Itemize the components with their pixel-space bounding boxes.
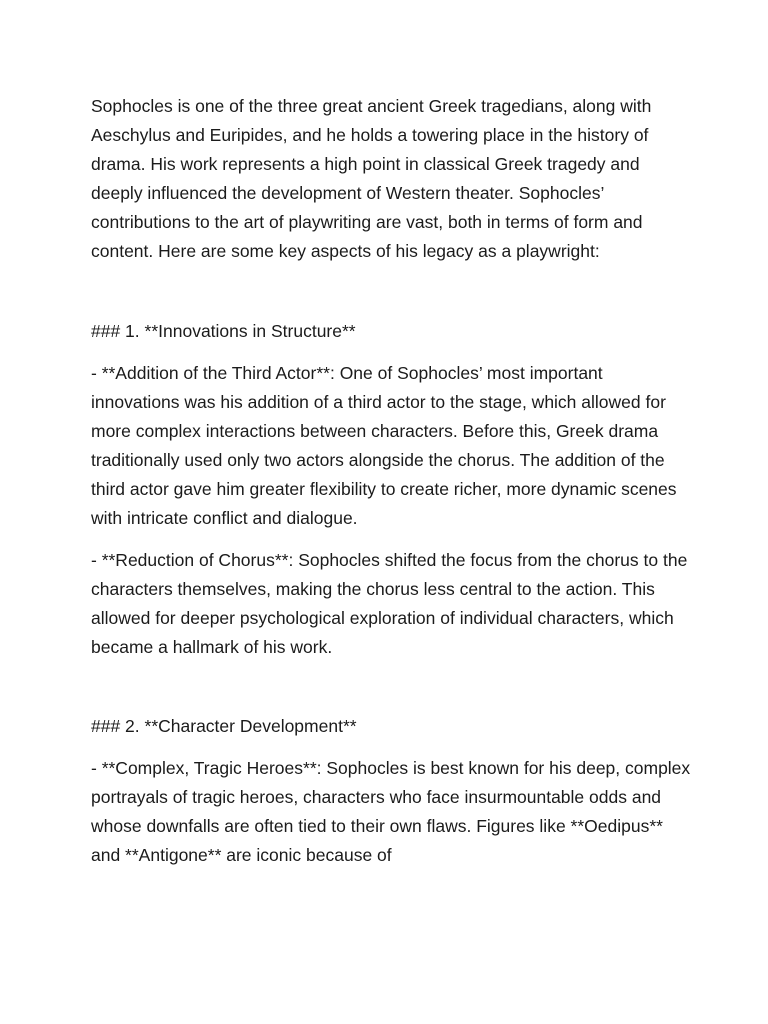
spacer <box>91 346 691 359</box>
bullet-tragic-heroes: - **Complex, Tragic Heroes**: Sophocles is best known for his deep, complex portrayals of tragic heroes, characters who face insurmountable odds and whose downfalls are often tied to their own flaws. Figures like **Oedipus** and **Antigone** are iconic because of <box>91 758 691 865</box>
spacer <box>91 741 691 754</box>
spacer <box>91 533 691 546</box>
bullet-reduction-chorus: - **Reduction of Chorus**: Sophocles shifted the focus from the chorus to the characters themselves, making the chorus less central to the action. This allowed for deeper psychological exploration of individual characters, which became a hallmark of his work. <box>91 550 688 657</box>
section-heading-structure: ### 1. **Innovations in Structure** <box>91 321 356 341</box>
bullet-third-actor: - **Addition of the Third Actor**: One of Sophocles’ most important innovations was his addition of a third actor to the stage, which allowed for more complex interactions between characters. Before this, Greek drama traditionally used only two actors alongside the chorus. The addition of the third actor gave him greater flexibility to create richer, more dynamic scenes with intricate conflict and dialogue. <box>91 363 677 528</box>
section-heading-character: ### 2. **Character Development** <box>91 716 357 736</box>
spacer <box>91 266 691 317</box>
spacer <box>91 662 691 712</box>
document-page <box>91 92 691 870</box>
intro-paragraph: Sophocles is one of the three great ancient Greek tragedians, along with Aeschylus and Euripides, and he holds a towering place in the history of drama. His work represents a high point in classical Greek tragedy and deeply influenced the development of Western theater. Sophocles’ contributions to the art of playwriting are vast, both in terms of form and content. Here are some key aspects of his legacy as a playwright: <box>91 96 652 261</box>
